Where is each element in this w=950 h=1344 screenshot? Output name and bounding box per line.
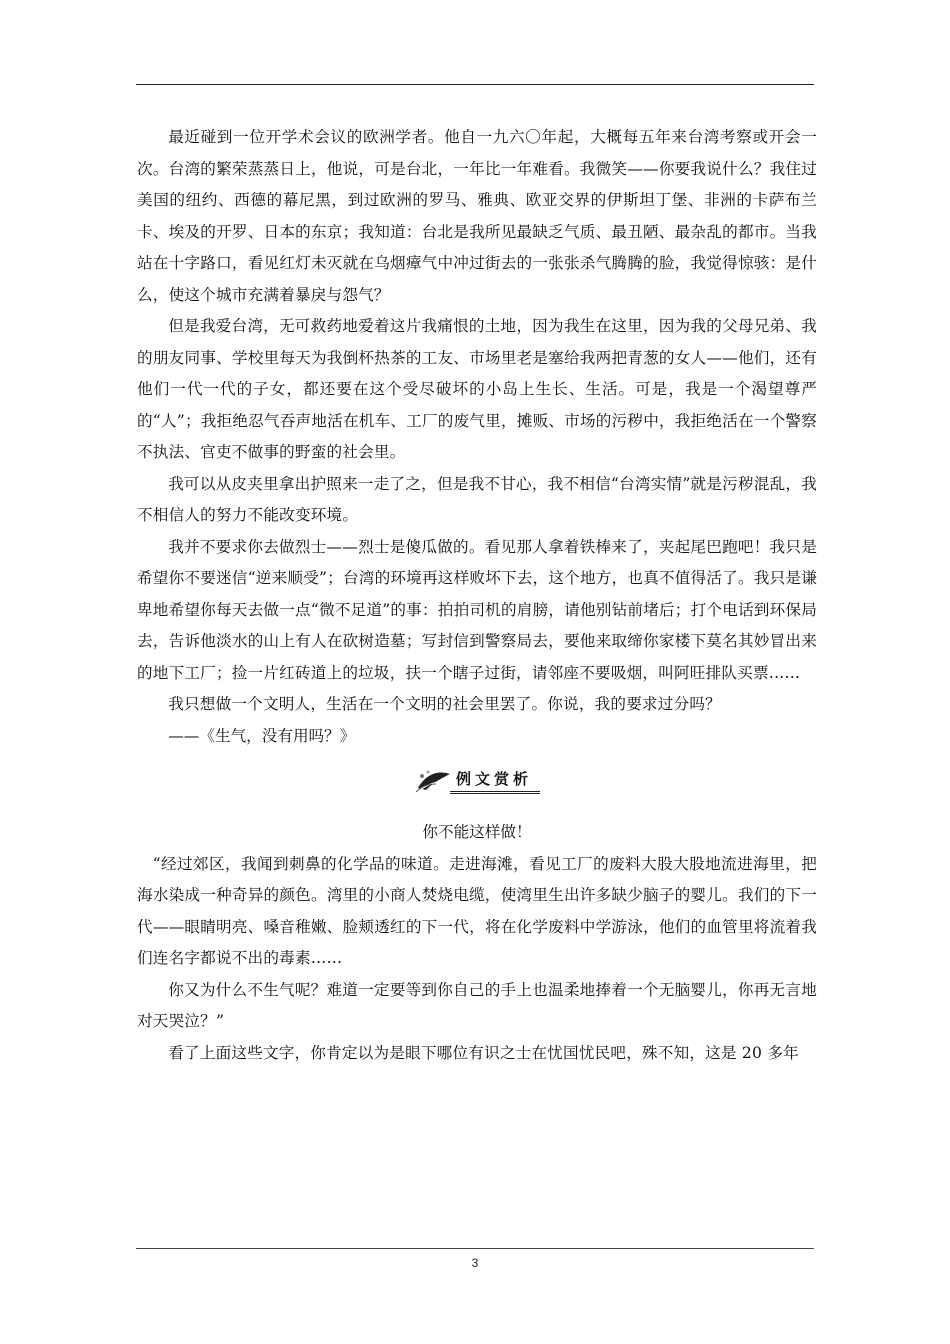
article-paragraph-3: 看了上面这些文字，你肯定以为是眼下哪位有识之士在忧国忧民吧，殊不知，这是 20 多年: [168, 1043, 799, 1062]
section-badge: [414, 768, 540, 794]
page-number: 3: [471, 1256, 479, 1270]
header-rule: [136, 84, 814, 85]
article-paragraph-2: 你又为什么不生气呢？难道一定要等到你自己的手上也温柔地捧着一个无脑婴儿，你再无言地对天哭泣？”: [137, 980, 817, 1030]
body-paragraph-5: 我只想做一个文明人，生活在一个文明的社会里罢了。你说，我的要求过分吗？: [168, 695, 721, 713]
body-paragraph-3: 我可以从皮夹里拿出护照来一走了之，但是我不甘心，我不相信“台湾实情”就是污秽混乱，我不相信人的努力不能改变环境。: [137, 474, 817, 524]
section-heading: [137, 755, 817, 807]
article-paragraph-1: “经过郊区，我闻到刺鼻的化学品的味道。走进海滩，看见工厂的废料大股大股地流进海里，把海水染成一种奇异的颜色。湾里的小商人焚烧电缆，使湾里生出许多缺少脑子的婴儿。我们的下一代——眼睛明亮、嗓音稚嫩、脸颊透红的下一代，将在化学废料中学游泳，他们的血管里将流着我们连名字都说不出的毒素……: [137, 854, 817, 967]
page-body: [137, 122, 817, 1069]
body-paragraph-1: 最近碰到一位开学术会议的欧洲学者。他自一九六〇年起，大概每五年来台湾考察或开会一次。台湾的繁荣蒸蒸日上，他说，可是台北，一年比一年难看。我微笑——你要我说什么？我住过美国的纽约、西德的幕尼黑，到过欧洲的罗马、雅典、欧亚交界的伊斯坦丁堡、非洲的卡萨布兰卡、埃及的开罗、日本的东京；我知道：台北是我所见最缺乏气质、最丑陋、最杂乱的都市。当我站在十字路口，看见红灯未灭就在乌烟瘴气中冲过街去的一张张杀气腾腾的脸，我觉得惊骇：是什么，使这个城市充满着暴戾与怨气？: [137, 128, 817, 304]
feather-ornament-icon: [414, 768, 454, 794]
section-label: 例文赏析: [450, 768, 540, 794]
footer-rule: [136, 1248, 814, 1249]
body-paragraph-2: 但是我爱台湾，无可救药地爱着这片我痛恨的土地，因为我生在这里，因为我的父母兄弟、我的朋友同事、学校里每天为我倒杯热茶的工友、市场里老是塞给我两把青葱的女人——他们，还有他们一代一代的子女，都还要在这个受尽破坏的小岛上生长、生活。可是，我是一个渴望尊严的“人”；我拒绝忍气吞声地活在机车、工厂的废气里，摊贩、市场的污秽中，我拒绝活在一个警察不执法、官吏不做事的野蛮的社会里。: [137, 317, 817, 461]
body-paragraph-4: 我并不要求你去做烈士——烈士是傻瓜做的。看见那人拿着铁棒来了，夹起尾巴跑吧！我只是希望你不要迷信“逆来顺受”；台湾的环境再这样败坏下去，这个地方，也真不值得活了。我只是谦卑地希望你每天去做一点“微不足道”的事：拍拍司机的肩膀，请他别钻前堵后；打个电话到环保局去，告诉他淡水的山上有人在砍树造墓；写封信到警察局去，要他来取缔你家楼下莫名其妙冒出来的地下工厂；捡一片红砖道上的垃圾，扶一个瞎子过街，请邻座不要吸烟，叫阿旺排队买票……: [137, 537, 817, 682]
article-title: 你不能这样做！: [422, 822, 532, 841]
source-citation: ——《生气，没有用吗？》: [168, 726, 356, 745]
